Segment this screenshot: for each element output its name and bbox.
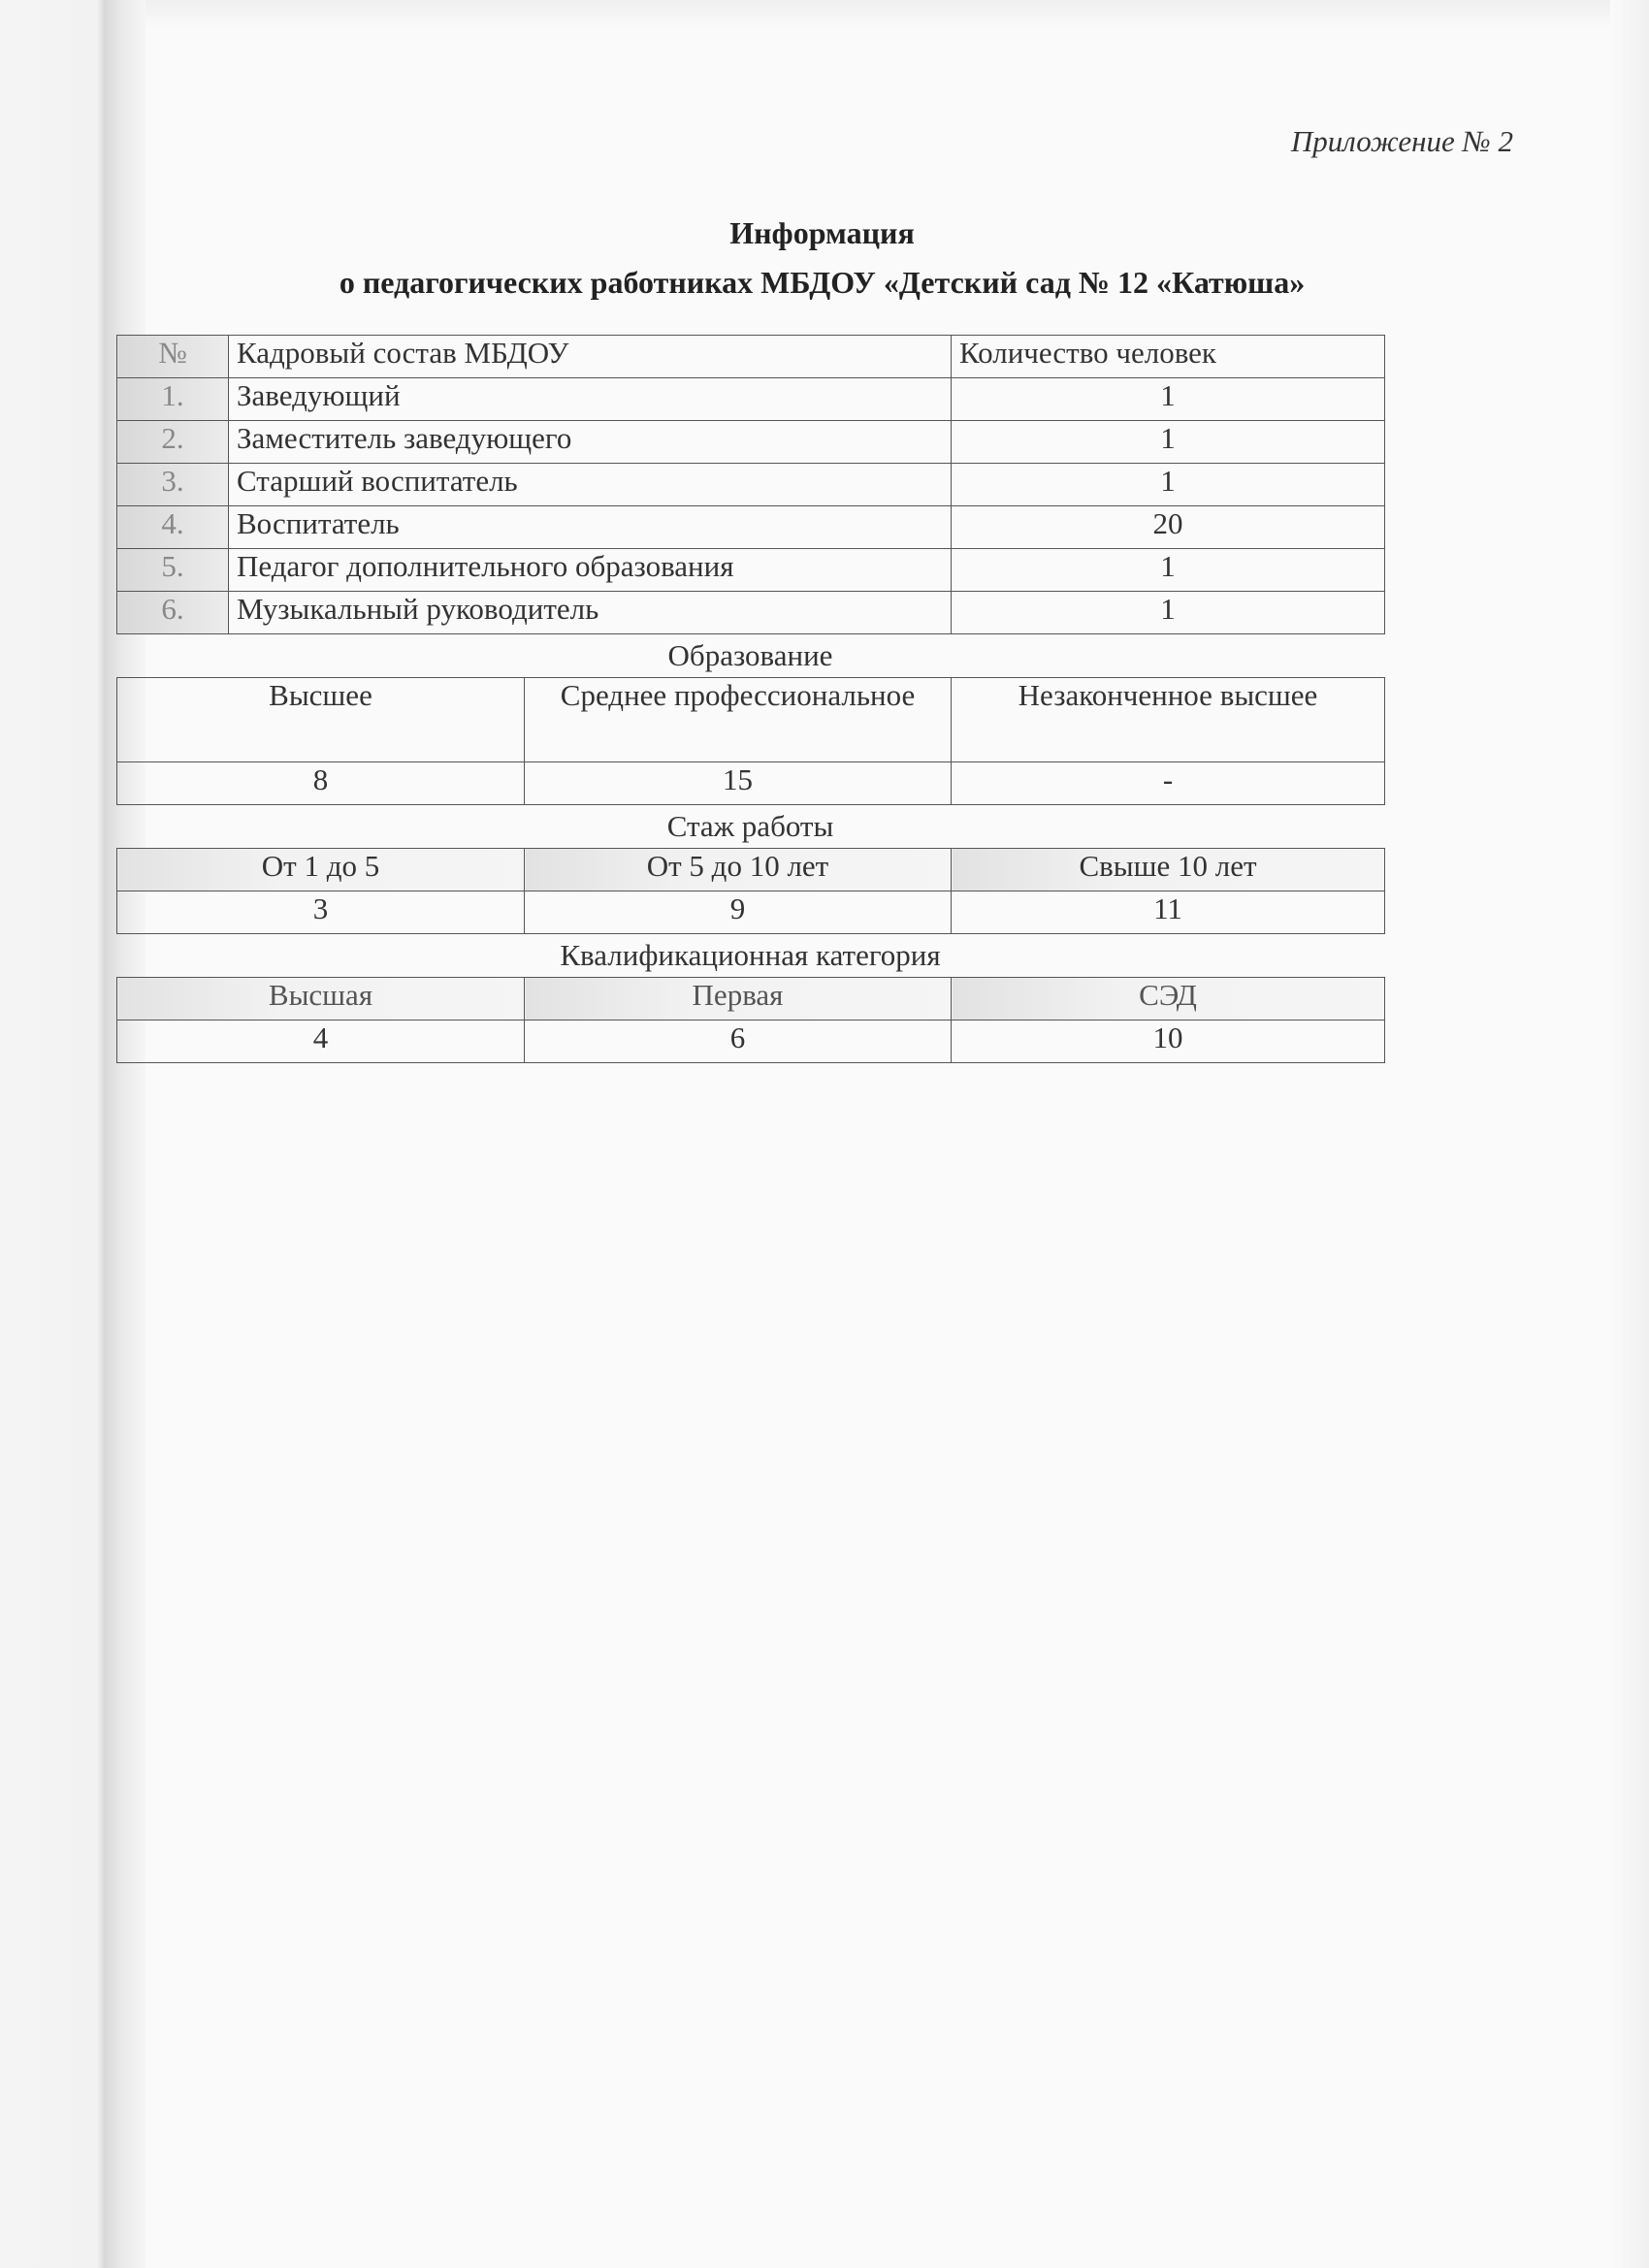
qualification-header-highest: Высшая	[117, 978, 525, 1021]
row-count: 1	[952, 549, 1385, 592]
row-num: 4.	[117, 506, 229, 549]
row-name: Заместитель заведующего	[229, 421, 952, 464]
row-num: 1.	[117, 378, 229, 421]
education-value-higher: 8	[117, 762, 525, 805]
info-tables	[116, 335, 1384, 1063]
education-header-higher: Высшее	[117, 678, 525, 762]
qualification-label: Квалификационная категория	[560, 938, 941, 972]
table-row	[117, 464, 1385, 506]
experience-header-row	[117, 849, 1385, 891]
row-name: Заведующий	[229, 378, 952, 421]
row-name: Педагог дополнительного образования	[229, 549, 952, 592]
document-title: Информация	[729, 215, 915, 250]
qualification-table	[116, 977, 1385, 1063]
experience-table	[116, 848, 1385, 934]
row-count: 1	[952, 378, 1385, 421]
table-row	[117, 592, 1385, 634]
row-count: 1	[952, 592, 1385, 634]
staff-header-count: Количество человек	[952, 336, 1385, 378]
row-count: 1	[952, 464, 1385, 506]
experience-header-over-10: Свыше 10 лет	[952, 849, 1385, 891]
education-table	[116, 677, 1385, 805]
experience-value-5-10: 9	[525, 891, 952, 934]
row-num: 3.	[117, 464, 229, 506]
scan-shadow-top	[0, 0, 1649, 29]
experience-value-over-10: 11	[952, 891, 1385, 934]
row-num: 5.	[117, 549, 229, 592]
qualification-header-row	[117, 978, 1385, 1021]
qualification-value-first: 6	[525, 1021, 952, 1063]
staff-header-num: №	[117, 336, 229, 378]
qualification-value-highest: 4	[117, 1021, 525, 1063]
experience-value-1-5: 3	[117, 891, 525, 934]
qualification-header-sed: СЭД	[952, 978, 1385, 1021]
table-row	[117, 506, 1385, 549]
staff-table	[116, 335, 1385, 634]
table-row	[117, 549, 1385, 592]
qualification-value-sed: 10	[952, 1021, 1385, 1063]
education-header-row	[117, 678, 1385, 762]
row-name: Воспитатель	[229, 506, 952, 549]
experience-values-row	[117, 891, 1385, 934]
table-row	[117, 378, 1385, 421]
education-header-secondary: Среднее профессиональное	[525, 678, 952, 762]
row-num: 2.	[117, 421, 229, 464]
row-num: 6.	[117, 592, 229, 634]
staff-table-header	[117, 336, 1385, 378]
row-count: 1	[952, 421, 1385, 464]
qualification-values-row	[117, 1021, 1385, 1063]
education-values-row	[117, 762, 1385, 805]
education-header-incomplete: Незаконченное высшее	[952, 678, 1385, 762]
experience-header-1-5: От 1 до 5	[117, 849, 525, 891]
document-subtitle: о педагогических работниках МБДОУ «Детский сад № 12 «Катюша»	[339, 265, 1306, 300]
row-count: 20	[952, 506, 1385, 549]
education-label: Образование	[667, 638, 833, 672]
experience-header-5-10: От 5 до 10 лет	[525, 849, 952, 891]
appendix-label: Приложение № 2	[1290, 124, 1513, 158]
row-name: Музыкальный руководитель	[229, 592, 952, 634]
education-value-secondary: 15	[525, 762, 952, 805]
staff-header-name: Кадровый состав МБДОУ	[229, 336, 952, 378]
table-row	[117, 421, 1385, 464]
qualification-header-first: Первая	[525, 978, 952, 1021]
row-name: Старший воспитатель	[229, 464, 952, 506]
education-value-incomplete: -	[952, 762, 1385, 805]
scan-shadow-right	[1610, 0, 1649, 2268]
experience-label: Стаж работы	[666, 809, 834, 843]
